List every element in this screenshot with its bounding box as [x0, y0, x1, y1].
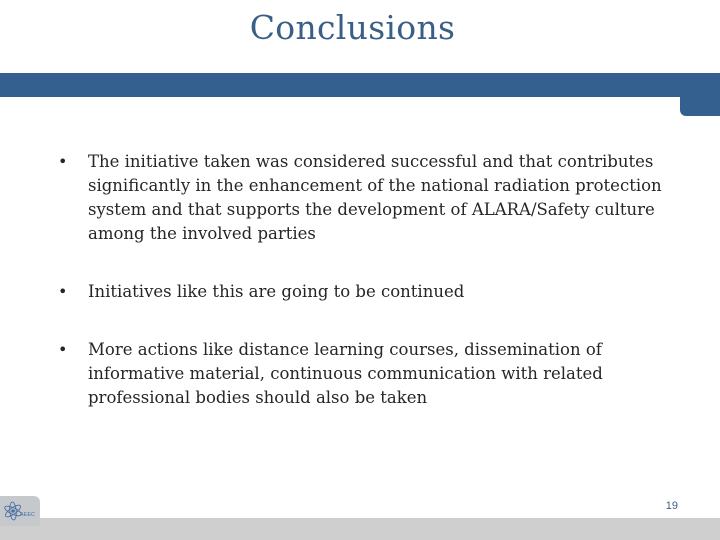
bullet-item [58, 150, 698, 246]
footer-bar [0, 518, 720, 540]
bullet-text: The initiative taken was considered successful and that contributes significantly in the enhancement of the national radiation protection system and that supports the development of ALARA/Safety culture among the involved parties [88, 152, 662, 243]
slide-title: Conclusions [249, 8, 456, 47]
page-number: 19 [665, 500, 678, 512]
title-divider-bar [0, 73, 720, 97]
bullet-marker: • [58, 152, 68, 171]
logo-text: AEEC [20, 512, 35, 518]
bullet-item [58, 280, 698, 304]
bullet-item [58, 338, 698, 410]
bullet-marker: • [58, 340, 68, 359]
bullet-text: Initiatives like this are going to be continued [88, 282, 465, 301]
bullet-list [58, 150, 698, 410]
bullet-marker: • [58, 282, 68, 301]
atom-logo-icon [0, 496, 40, 526]
footer-logo [0, 496, 40, 526]
title-bar-tab [680, 73, 720, 116]
bullet-text: More actions like distance learning courses, dissemination of informative material, continuous communication with related professional bodies should also be taken [88, 340, 603, 407]
